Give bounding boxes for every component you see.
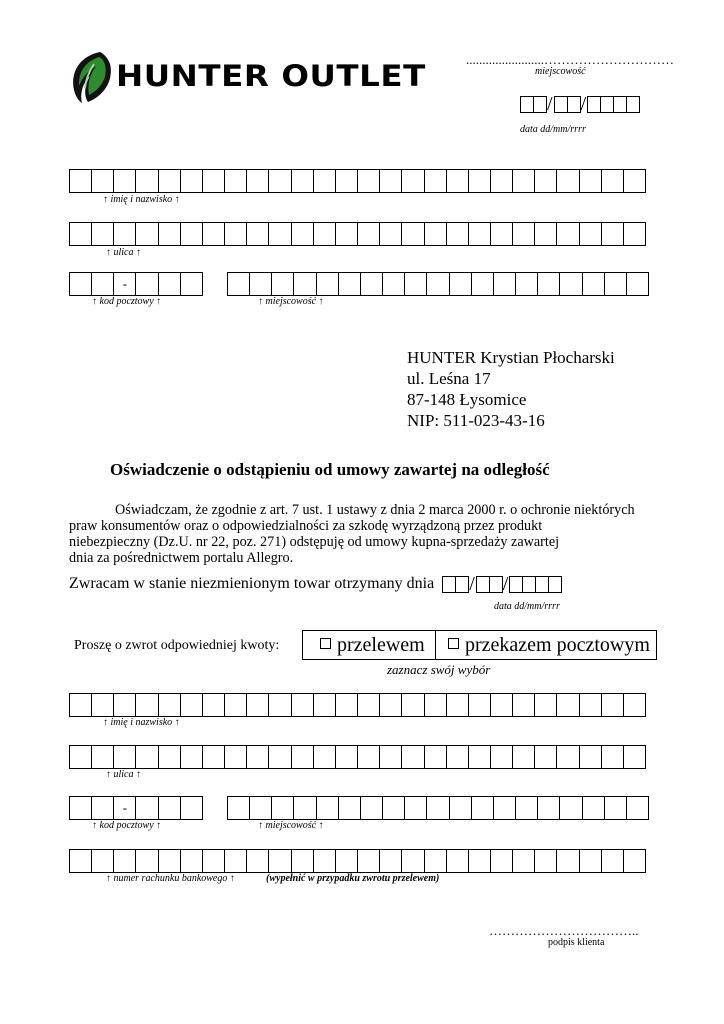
logo-text: HUNTER OUTLET <box>116 59 426 93</box>
refund-hint: zaznacz swój wybór <box>387 662 491 677</box>
sender-postcode-field[interactable] <box>69 272 202 296</box>
char-cell[interactable] <box>534 222 557 246</box>
char-cell[interactable] <box>426 272 449 296</box>
declaration-line-4: dnia za pośrednictwem portalu Allegro. <box>69 550 294 566</box>
char-cell[interactable] <box>579 169 602 193</box>
char-cell[interactable] <box>69 796 92 820</box>
char-cell[interactable] <box>471 272 494 296</box>
refund-option-postal-label: przekazem pocztowym <box>465 633 650 656</box>
refund-option-postal[interactable] <box>435 630 657 660</box>
char-cell[interactable] <box>623 693 646 717</box>
char-cell[interactable] <box>268 222 291 246</box>
sender-postcode-label: ↑ kod pocztowy ↑ <box>92 296 162 307</box>
postcode-dash-cell[interactable]: - <box>113 796 136 820</box>
char-cell[interactable] <box>379 849 402 873</box>
char-cell[interactable] <box>158 222 181 246</box>
char-cell[interactable] <box>91 693 114 717</box>
return-city-label: ↑ miejscowość ↑ <box>258 820 324 831</box>
char-cell[interactable] <box>113 222 136 246</box>
char-cell[interactable] <box>158 169 181 193</box>
return-text: Zwracam w stanie niezmienionym towar otrzymany dnia <box>69 575 435 592</box>
char-cell[interactable] <box>446 222 469 246</box>
return-date-row <box>69 575 561 593</box>
signature-dots[interactable]: …………………………….. <box>489 923 639 938</box>
char-cell[interactable] <box>623 745 646 769</box>
char-cell[interactable] <box>313 222 336 246</box>
char-cell[interactable] <box>357 849 380 873</box>
char-cell[interactable] <box>91 272 114 296</box>
char-cell[interactable] <box>91 849 114 873</box>
return-date-label: data dd/mm/rrrr <box>494 601 560 612</box>
return-street-label: ↑ ulica ↑ <box>106 769 141 780</box>
char-cell[interactable] <box>604 796 627 820</box>
char-cell[interactable] <box>579 222 602 246</box>
sender-name-label: ↑ imię i nazwisko ↑ <box>103 194 180 205</box>
bank-account-label: ↑ numer rachunku bankowego ↑ <box>106 873 235 884</box>
char-cell[interactable] <box>468 849 491 873</box>
checkbox-icon[interactable] <box>320 638 331 649</box>
char-cell[interactable] <box>379 693 402 717</box>
char-cell[interactable] <box>338 272 361 296</box>
char-cell[interactable] <box>91 222 114 246</box>
char-cell[interactable] <box>446 693 469 717</box>
char-cell[interactable] <box>537 272 560 296</box>
char-cell[interactable] <box>623 222 646 246</box>
signature-label: podpis klienta <box>548 937 605 948</box>
char-cell[interactable] <box>626 272 649 296</box>
char-cell[interactable] <box>91 169 114 193</box>
char-cell[interactable] <box>224 169 247 193</box>
char-cell[interactable] <box>556 169 579 193</box>
char-cell[interactable] <box>293 796 316 820</box>
char-cell[interactable] <box>512 693 535 717</box>
char-cell[interactable] <box>601 745 624 769</box>
bank-account-note: (wypełnić w przypadku zwrotu przelewem) <box>266 873 440 884</box>
char-cell[interactable] <box>202 693 225 717</box>
char-cell[interactable] <box>246 849 269 873</box>
sender-city-field[interactable] <box>227 272 648 296</box>
recipient-address <box>407 347 615 431</box>
char-cell[interactable] <box>113 849 136 873</box>
declaration-text <box>69 502 635 566</box>
char-cell[interactable] <box>404 796 427 820</box>
char-cell[interactable] <box>268 745 291 769</box>
sender-street-label: ↑ ulica ↑ <box>106 247 141 258</box>
char-cell[interactable] <box>291 222 314 246</box>
char-cell[interactable] <box>379 222 402 246</box>
char-cell[interactable] <box>316 272 339 296</box>
char-cell[interactable] <box>335 849 358 873</box>
char-cell[interactable] <box>401 745 424 769</box>
char-cell[interactable] <box>291 745 314 769</box>
char-cell[interactable] <box>135 222 158 246</box>
char-cell[interactable] <box>158 796 181 820</box>
char-cell[interactable] <box>360 796 383 820</box>
char-cell[interactable] <box>69 745 92 769</box>
char-cell[interactable] <box>512 745 535 769</box>
recipient-line-3: 87-148 Łysomice <box>407 390 527 409</box>
char-cell[interactable] <box>268 169 291 193</box>
char-cell[interactable] <box>424 849 447 873</box>
char-cell[interactable] <box>249 272 272 296</box>
char-cell[interactable] <box>291 693 314 717</box>
char-cell[interactable] <box>113 169 136 193</box>
char-cell[interactable] <box>468 222 491 246</box>
char-cell[interactable] <box>382 272 405 296</box>
char-cell[interactable] <box>313 693 336 717</box>
char-cell[interactable] <box>401 222 424 246</box>
char-cell[interactable] <box>401 693 424 717</box>
char-cell[interactable] <box>601 169 624 193</box>
recipient-line-1: HUNTER Krystian Płocharski <box>407 348 615 367</box>
char-cell[interactable] <box>180 693 203 717</box>
declaration-line-2: praw konsumentów oraz o odpowiedzialności za szkodę wyrządzoną przez produkt <box>69 518 543 534</box>
char-cell[interactable] <box>449 272 472 296</box>
char-cell[interactable] <box>313 745 336 769</box>
refund-option-transfer-label: przelewem <box>337 633 425 656</box>
sender-name-field[interactable] <box>69 169 645 193</box>
char-cell[interactable] <box>493 272 516 296</box>
char-cell[interactable] <box>224 849 247 873</box>
char-cell[interactable] <box>69 849 92 873</box>
char-cell[interactable] <box>534 169 557 193</box>
char-cell[interactable] <box>224 693 247 717</box>
return-name-field[interactable] <box>69 693 645 717</box>
declaration-line-1: Oświadczam, że zgodnie z art. 7 ust. 1 ustawy z dnia 2 marca 2000 r. o ochronie niektórych <box>115 502 635 518</box>
char-cell[interactable] <box>382 796 405 820</box>
char-cell[interactable] <box>379 169 402 193</box>
char-cell[interactable] <box>579 745 602 769</box>
char-cell[interactable] <box>180 849 203 873</box>
return-postcode-field[interactable] <box>69 796 202 820</box>
char-cell[interactable] <box>424 169 447 193</box>
char-cell[interactable] <box>249 796 272 820</box>
char-cell[interactable] <box>113 693 136 717</box>
char-cell[interactable] <box>556 745 579 769</box>
char-cell[interactable] <box>158 272 181 296</box>
char-cell[interactable] <box>404 272 427 296</box>
char-cell[interactable] <box>534 745 557 769</box>
refund-option-transfer[interactable] <box>302 630 436 660</box>
char-cell[interactable] <box>449 796 472 820</box>
char-cell[interactable] <box>158 693 181 717</box>
char-cell[interactable] <box>534 693 557 717</box>
recipient-line-4: NIP: 511-023-43-16 <box>407 411 545 430</box>
char-cell[interactable] <box>490 849 513 873</box>
logo <box>70 50 426 104</box>
char-cell[interactable] <box>335 222 358 246</box>
return-postcode-label: ↑ kod pocztowy ↑ <box>92 820 162 831</box>
return-name-label: ↑ imię i nazwisko ↑ <box>103 717 180 728</box>
char-cell[interactable] <box>335 169 358 193</box>
char-cell[interactable] <box>512 849 535 873</box>
char-cell[interactable] <box>69 222 92 246</box>
checkbox-icon[interactable] <box>448 638 459 649</box>
char-cell[interactable] <box>357 169 380 193</box>
leaf-logo-icon <box>70 50 114 104</box>
char-cell[interactable] <box>426 796 449 820</box>
char-cell[interactable] <box>357 222 380 246</box>
char-cell[interactable] <box>135 169 158 193</box>
char-cell[interactable] <box>91 745 114 769</box>
char-cell[interactable] <box>335 693 358 717</box>
sender-city-label: ↑ miejscowość ↑ <box>258 296 324 307</box>
char-cell[interactable] <box>512 222 535 246</box>
char-cell[interactable] <box>246 745 269 769</box>
char-cell[interactable] <box>271 796 294 820</box>
char-cell[interactable] <box>556 849 579 873</box>
char-cell[interactable] <box>135 796 158 820</box>
char-cell[interactable] <box>316 796 339 820</box>
char-cell[interactable] <box>69 272 92 296</box>
char-cell[interactable] <box>490 745 513 769</box>
char-cell[interactable] <box>604 272 627 296</box>
char-cell[interactable] <box>246 222 269 246</box>
char-cell[interactable] <box>313 169 336 193</box>
char-cell[interactable] <box>271 272 294 296</box>
char-cell[interactable] <box>202 169 225 193</box>
return-city-field[interactable] <box>227 796 648 820</box>
sender-street-field[interactable] <box>69 222 645 246</box>
char-cell[interactable] <box>180 169 203 193</box>
char-cell[interactable] <box>515 272 538 296</box>
char-cell[interactable] <box>515 796 538 820</box>
char-cell[interactable] <box>556 222 579 246</box>
char-cell[interactable] <box>202 849 225 873</box>
refund-prompt: Proszę o zwrot odpowiedniej kwoty: <box>74 638 280 653</box>
char-cell[interactable] <box>335 745 358 769</box>
char-cell[interactable] <box>291 849 314 873</box>
char-cell[interactable] <box>293 272 316 296</box>
char-cell[interactable] <box>534 849 557 873</box>
char-cell[interactable] <box>113 745 136 769</box>
char-cell[interactable] <box>268 849 291 873</box>
char-cell[interactable] <box>601 222 624 246</box>
char-cell[interactable] <box>537 796 560 820</box>
char-cell[interactable] <box>338 796 361 820</box>
char-cell[interactable] <box>224 222 247 246</box>
declaration-line-3: niebezpieczny (Dz.U. nr 22, poz. 271) odstępuję od umowy kupna-sprzedaży zawartej <box>69 534 560 550</box>
char-cell[interactable] <box>582 272 605 296</box>
char-cell[interactable] <box>91 796 114 820</box>
char-cell[interactable] <box>69 169 92 193</box>
char-cell[interactable] <box>490 169 513 193</box>
char-cell[interactable] <box>424 745 447 769</box>
postcode-dash-cell[interactable]: - <box>113 272 136 296</box>
char-cell[interactable] <box>424 693 447 717</box>
char-cell[interactable] <box>224 745 247 769</box>
char-cell[interactable] <box>579 693 602 717</box>
char-cell[interactable] <box>623 169 646 193</box>
char-cell[interactable] <box>158 745 181 769</box>
char-cell[interactable] <box>401 169 424 193</box>
char-cell[interactable] <box>268 693 291 717</box>
char-cell[interactable] <box>401 849 424 873</box>
char-cell[interactable] <box>135 272 158 296</box>
char-cell[interactable] <box>135 693 158 717</box>
char-cell[interactable] <box>202 222 225 246</box>
char-cell[interactable] <box>180 222 203 246</box>
bank-account-field[interactable] <box>69 849 645 873</box>
char-cell[interactable] <box>582 796 605 820</box>
char-cell[interactable] <box>559 272 582 296</box>
char-cell[interactable] <box>446 745 469 769</box>
char-cell[interactable] <box>180 796 203 820</box>
char-cell[interactable] <box>556 693 579 717</box>
char-cell[interactable] <box>626 796 649 820</box>
char-cell[interactable] <box>246 169 269 193</box>
char-cell[interactable] <box>579 849 602 873</box>
char-cell[interactable] <box>468 745 491 769</box>
char-cell[interactable] <box>360 272 383 296</box>
char-cell[interactable] <box>446 849 469 873</box>
char-cell[interactable] <box>357 693 380 717</box>
char-cell[interactable] <box>357 745 380 769</box>
char-cell[interactable] <box>493 796 516 820</box>
char-cell[interactable] <box>601 849 624 873</box>
char-cell[interactable] <box>601 693 624 717</box>
char-cell[interactable] <box>246 693 269 717</box>
recipient-line-2: ul. Leśna 17 <box>407 369 491 388</box>
return-date-field[interactable]: / / <box>442 575 561 593</box>
header-date-label: data dd/mm/rrrr <box>520 124 586 135</box>
char-cell[interactable] <box>468 169 491 193</box>
declaration-title: Oświadczenie o odstąpieniu od umowy zawartej na odległość <box>110 460 550 479</box>
char-cell[interactable] <box>490 693 513 717</box>
char-cell[interactable] <box>135 745 158 769</box>
place-dots[interactable]: ........................………………………… <box>466 52 674 67</box>
char-cell[interactable] <box>623 849 646 873</box>
char-cell[interactable] <box>291 169 314 193</box>
char-cell[interactable] <box>313 849 336 873</box>
char-cell[interactable] <box>158 849 181 873</box>
char-cell[interactable] <box>559 796 582 820</box>
char-cell[interactable] <box>512 169 535 193</box>
char-cell[interactable] <box>379 745 402 769</box>
char-cell[interactable] <box>471 796 494 820</box>
char-cell[interactable] <box>446 169 469 193</box>
char-cell[interactable] <box>468 693 491 717</box>
char-cell[interactable] <box>180 272 203 296</box>
char-cell[interactable] <box>180 745 203 769</box>
char-cell[interactable] <box>490 222 513 246</box>
char-cell[interactable] <box>135 849 158 873</box>
char-cell[interactable] <box>424 222 447 246</box>
char-cell[interactable] <box>69 693 92 717</box>
return-street-field[interactable] <box>69 745 645 769</box>
char-cell[interactable] <box>227 796 250 820</box>
header-date-field[interactable]: / / <box>520 95 639 113</box>
char-cell[interactable] <box>227 272 250 296</box>
char-cell[interactable] <box>202 745 225 769</box>
place-label: miejscowość <box>535 66 586 77</box>
